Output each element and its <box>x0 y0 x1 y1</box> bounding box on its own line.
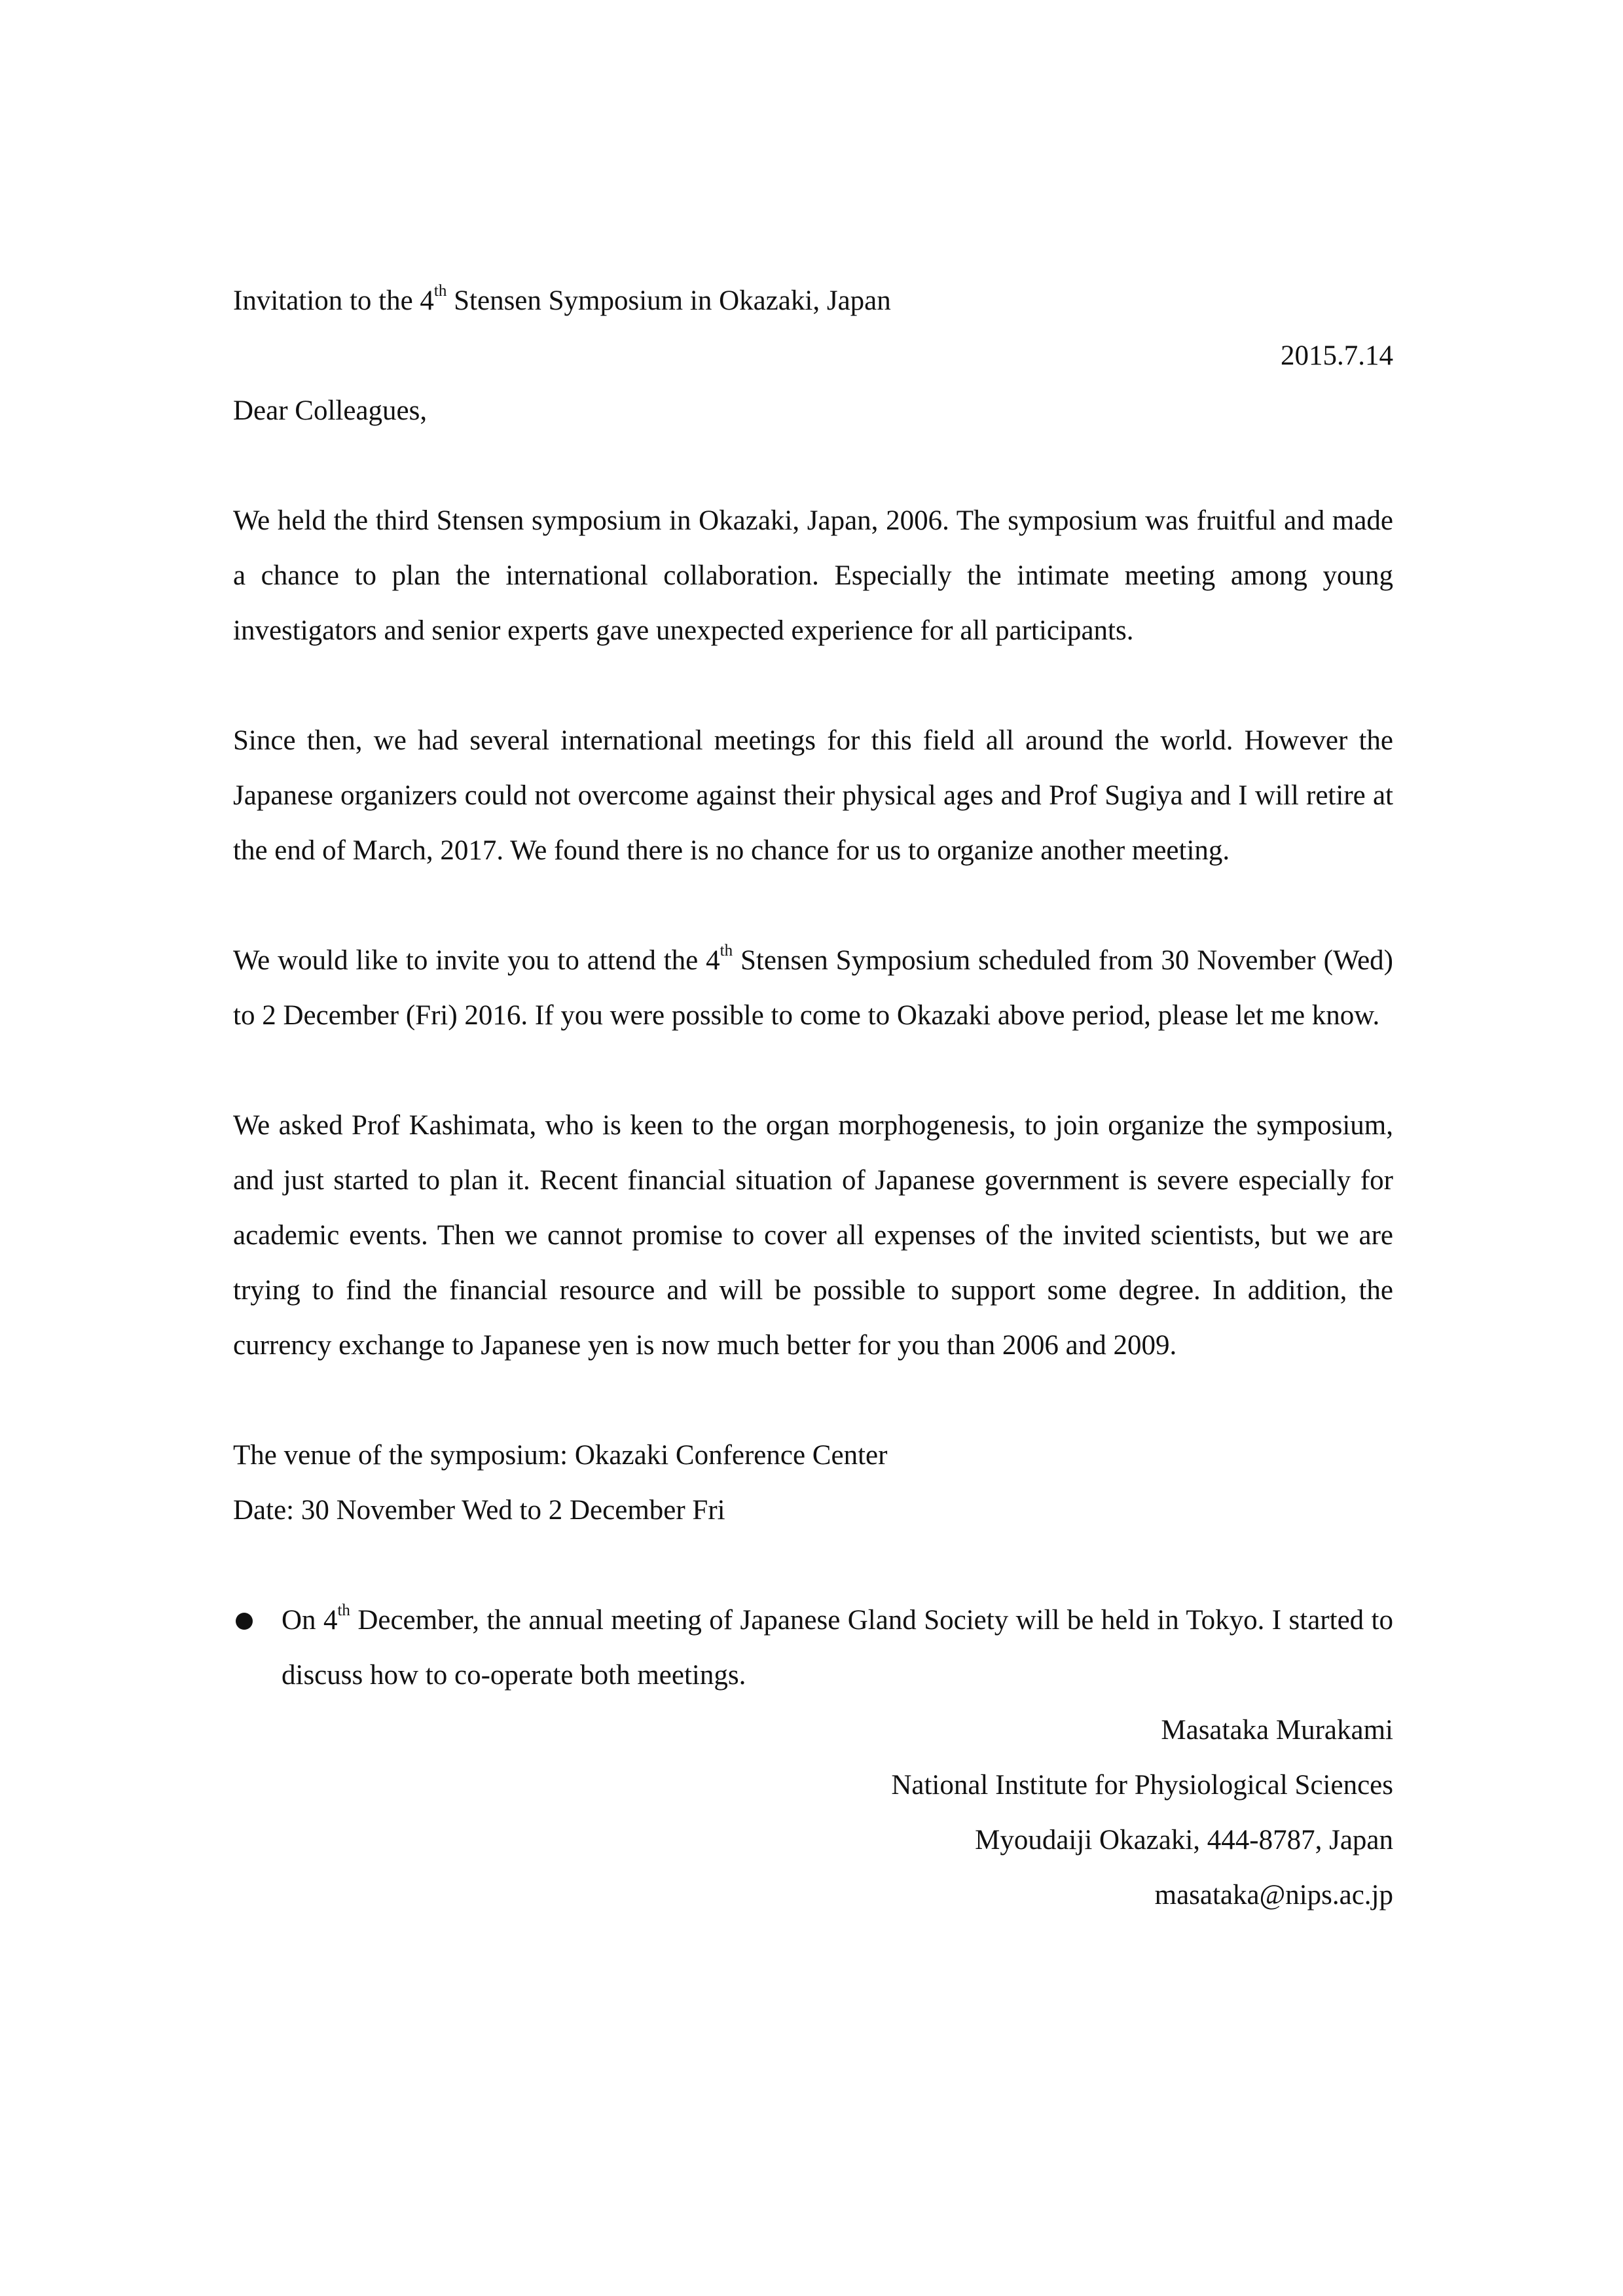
bullet-suffix: December, the annual meeting of Japanese Gland Society will be held in Tokyo. I started to discuss how to co-operate both meetings. <box>282 1605 1394 1691</box>
title-prefix: Invitation to the 4 <box>233 285 434 316</box>
bullet-superscript: th <box>337 1601 350 1619</box>
bullet-prefix: On 4 <box>282 1605 338 1636</box>
signature-address: Myoudaiji Okazaki, 444-8787, Japan <box>975 1825 1393 1856</box>
venue-line: The venue of the symposium: Okazaki Conference Center <box>233 1440 888 1471</box>
signature-block <box>233 1703 1393 1923</box>
paragraph-background: We held the third Stensen symposium in Okazaki, Japan, 2006. The symposium was fruitful and made a chance to plan the international collaboration. Especially the intimate meeting among young investigators and senior experts gave unexpected experience for all participants. <box>233 505 1393 646</box>
paragraph-retirement: Since then, we had several international meetings for this field all around the world. However the Japanese organizers could not overcome against their physical ages and Prof Sugiya and I will retire at the end of March, 2017. We found there is no chance for us to organize another meeting. <box>233 725 1393 866</box>
title-suffix: Stensen Symposium in Okazaki, Japan <box>447 285 891 316</box>
letter-title <box>233 274 1393 329</box>
date-line: Date: 30 November Wed to 2 December Fri <box>233 1495 725 1526</box>
letter-date: 2015.7.14 <box>1281 340 1393 371</box>
bullet-item <box>233 1593 1393 1703</box>
signature-email[interactable]: masataka@nips.ac.jp <box>1154 1880 1393 1910</box>
signature-institute: National Institute for Physiological Sciences <box>891 1770 1393 1801</box>
paragraph-invitation <box>233 933 1393 1043</box>
bullet-icon <box>236 1613 253 1630</box>
bullet-text <box>282 1593 1393 1703</box>
invitation-superscript: th <box>720 941 733 960</box>
letter <box>233 274 1393 1923</box>
title-superscript: th <box>433 281 447 300</box>
invitation-suffix: Stensen Symposium scheduled from 30 November (Wed) to 2 December (Fri) 2016. If you were possible to come to Okazaki above period, please let me know. <box>233 945 1393 1031</box>
invitation-prefix: We would like to invite you to attend the 4 <box>233 945 720 976</box>
paragraph-funding: We asked Prof Kashimata, who is keen to the organ morphogenesis, to join organize the symposium, and just started to plan it. Recent financial situation of Japanese government is severe especially for academic events. Then we cannot promise to cover all expenses of the invited scientists, but we are trying to find the financial resource and will be possible to support some degree. In addition, the currency exchange to Japanese yen is now much better for you than 2006 and 2009. <box>233 1110 1393 1361</box>
signature-name: Masataka Murakami <box>1161 1715 1393 1746</box>
salutation: Dear Colleagues, <box>233 395 428 426</box>
